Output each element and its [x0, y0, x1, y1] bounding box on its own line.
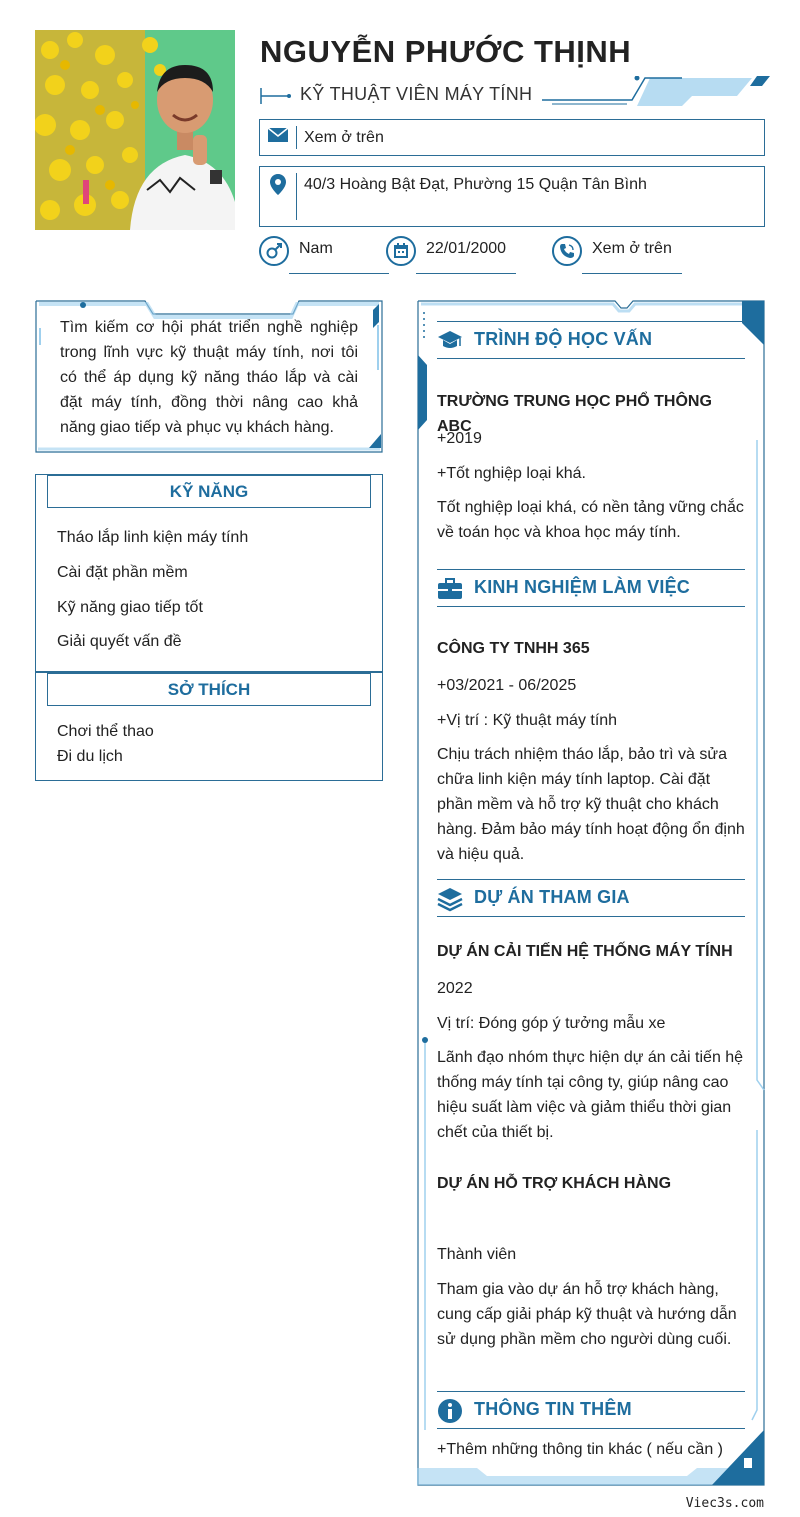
hobby-item: Chơi thể thao [57, 723, 154, 740]
project-name: DỰ ÁN CẢI TIẾN HỆ THỐNG MÁY TÍNH [437, 943, 733, 960]
title-line-decoration [260, 86, 292, 106]
education-heading [437, 321, 745, 359]
gender-item [259, 236, 389, 276]
project-description: Lãnh đạo nhóm thực hiện dự án cải tiến hệ thống máy tính tại công ty, giúp nâng cao hiệu suất làm việc và giảm thiểu thời gian chết của thiết bị. [437, 1049, 744, 1141]
gender-icon [265, 242, 283, 260]
additional-title: THÔNG TIN THÊM [474, 1399, 632, 1419]
birthday-value: 22/01/2000 [426, 240, 507, 257]
objective-text: Tìm kiếm cơ hội phát triển nghề nghiệp trong lĩnh vực kỹ thuật máy tính, nơi tôi có thể áp dụng kỹ năng tháo lắp và cài đặt máy tính, đồng thời nâng cao khả năng giao tiếp và phục vụ khách hàng. [60, 319, 358, 436]
circuit-decoration [542, 76, 770, 112]
experience-company: CÔNG TY TNHH 365 [437, 640, 590, 657]
skill-item: Kỹ năng giao tiếp tốt [57, 599, 203, 616]
education-title: TRÌNH ĐỘ HỌC VẤN [474, 329, 653, 349]
envelope-icon [267, 126, 289, 144]
experience-description: Chịu trách nhiệm tháo lắp, bảo trì và sửa chữa linh kiện máy tính laptop. Cài đặt phần mềm và hỗ trợ kỹ thuật cho khách hàng. Đảm bảo máy tính hoạt động ổn định và hiệu quả. [437, 746, 745, 863]
projects-heading [437, 879, 745, 917]
phone-value: Xem ở trên [592, 240, 672, 257]
address-value: 40/3 Hoàng Bật Đạt, Phường 15 Quận Tân Bình [304, 176, 647, 193]
hobby-item: Đi du lịch [57, 748, 123, 765]
projects-title: DỰ ÁN THAM GIA [474, 887, 630, 907]
education-description: Tốt nghiệp loại khá, có nền tảng vững chắc về toán học và khoa học máy tính. [437, 499, 744, 541]
footer-brand: Viec3s.com [685, 1496, 764, 1511]
briefcase-icon [437, 576, 463, 602]
address-box [259, 166, 765, 227]
additional-text: +Thêm những thông tin khác ( nếu cần ) [437, 1441, 723, 1458]
skill-item: Giải quyết vấn đề [57, 633, 182, 650]
career-objective [35, 300, 383, 453]
calendar-icon [392, 242, 410, 260]
skills-section [35, 474, 383, 672]
skills-heading: KỸ NĂNG [47, 475, 371, 508]
job-title-row [260, 82, 770, 112]
education-result: +Tốt nghiệp loại khá. [437, 465, 586, 482]
additional-heading [437, 1391, 745, 1429]
avatar-photo [35, 30, 235, 230]
graduation-cap-icon [437, 328, 463, 354]
experience-period: +03/2021 - 06/2025 [437, 677, 577, 694]
experience-position: +Vị trí : Kỹ thuật máy tính [437, 712, 618, 729]
hobbies-section [35, 672, 383, 781]
phone-icon [558, 242, 576, 260]
email-value: Xem ở trên [304, 129, 384, 146]
location-pin-icon [269, 173, 287, 197]
project-role: Vị trí: Đóng góp ý tưởng mẫu xe [437, 1015, 666, 1032]
experience-heading [437, 569, 745, 607]
info-icon [437, 1398, 463, 1424]
email-box [259, 119, 765, 156]
experience-title: KINH NGHIỆM LÀM VIỆC [474, 577, 691, 597]
education-school: TRƯỜNG TRUNG HỌC PHỔ THÔNG ABC [437, 393, 712, 435]
project-description: Tham gia vào dự án hỗ trợ khách hàng, cung cấp giải pháp kỹ thuật và hướng dẫn sử dụng phần mềm cho người dùng cuối. [437, 1281, 737, 1348]
hobbies-heading: SỞ THÍCH [47, 673, 371, 706]
birthday-item [386, 236, 516, 276]
phone-item [552, 236, 682, 276]
project-name: DỰ ÁN HỖ TRỢ KHÁCH HÀNG [437, 1175, 672, 1192]
skill-item: Tháo lắp linh kiện máy tính [57, 529, 249, 546]
layers-icon [437, 886, 463, 912]
job-title: KỸ THUẬT VIÊN MÁY TÍNH [300, 84, 533, 104]
skill-item: Cài đặt phần mềm [57, 564, 188, 581]
education-year: +2019 [437, 430, 482, 447]
candidate-name: NGUYỄN PHƯỚC THỊNH [260, 34, 632, 69]
gender-value: Nam [299, 240, 333, 257]
project-year: 2022 [437, 980, 473, 997]
project-role: Thành viên [437, 1246, 517, 1263]
